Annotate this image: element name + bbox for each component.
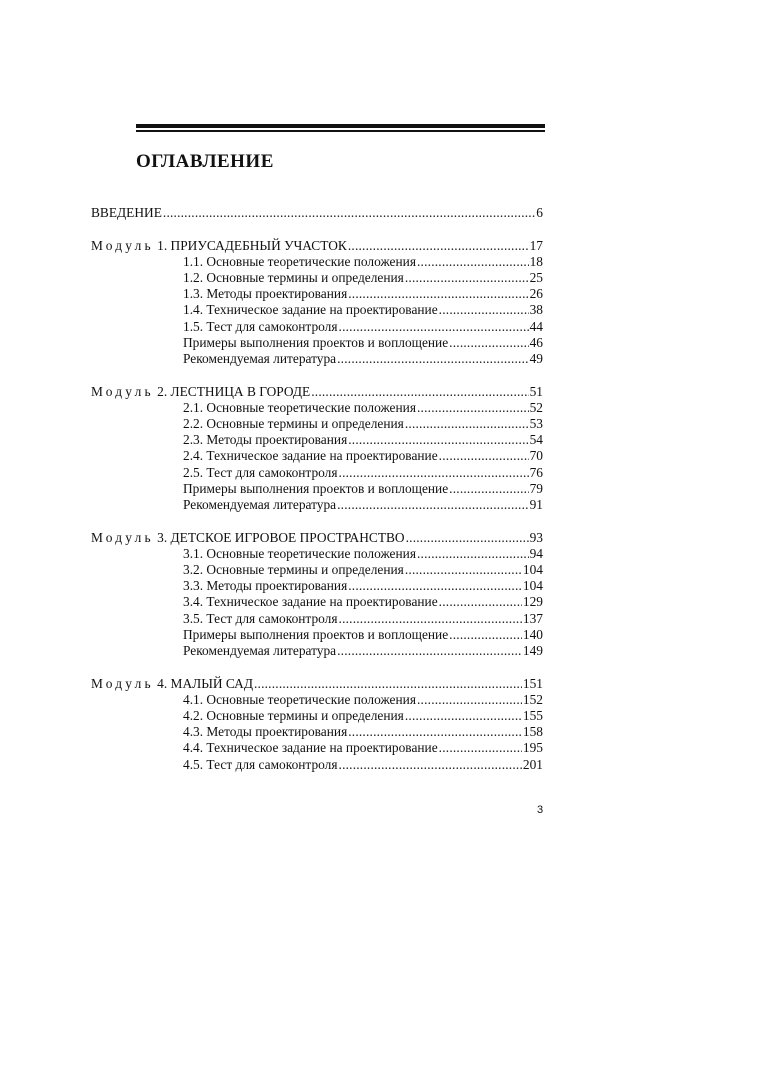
section-gap <box>91 367 543 384</box>
module-number: 2. <box>153 383 171 399</box>
module-title: ЛЕСТНИЦА В ГОРОДЕ <box>170 383 311 399</box>
toc-entry-label: 3.2. Основные термины и определения <box>183 562 404 578</box>
dot-leader <box>348 578 522 594</box>
toc-page-number: 18 <box>529 253 543 269</box>
dot-leader <box>439 594 522 610</box>
toc-entry-label: Рекомендуемая литература <box>183 351 337 366</box>
toc-module-row[interactable] <box>91 384 543 400</box>
toc-subsection-row[interactable] <box>91 497 543 513</box>
toc-page-number: 25 <box>529 270 543 286</box>
dot-leader <box>339 757 522 773</box>
toc-entry-label: 4.2. Основные термины и определения <box>183 708 404 724</box>
toc-page-number: 195 <box>522 740 543 756</box>
toc-entry-label: 3.3. Методы проектирования <box>183 578 348 594</box>
toc-entry-label: 3.4. Техническое задание на проектирование <box>183 594 438 610</box>
toc-subsection-row[interactable] <box>91 302 543 318</box>
toc-intro-row[interactable] <box>91 205 543 221</box>
toc-entry-label: 2.2. Основные термины и определения <box>183 416 404 432</box>
dot-leader <box>449 335 528 351</box>
toc-entry-label: 1.2. Основные термины и определения <box>183 270 404 286</box>
toc-entry-label: 3.5. Тест для самоконтроля <box>183 610 338 626</box>
page-number: 3 <box>537 804 544 816</box>
toc-page-number: 51 <box>529 383 543 399</box>
toc-subsection-row[interactable] <box>91 594 543 610</box>
toc-subsection-row[interactable] <box>91 270 543 286</box>
dot-leader <box>449 627 522 643</box>
dot-leader <box>417 400 529 416</box>
dot-leader <box>439 448 529 464</box>
toc-entry-label: 4.4. Техническое задание на проектирование <box>183 740 438 756</box>
toc-module-row[interactable] <box>91 676 543 692</box>
toc-subsection-row[interactable] <box>91 448 543 464</box>
dot-leader <box>311 384 528 400</box>
toc-page-number: 129 <box>522 594 543 610</box>
toc-subsection-row[interactable] <box>91 724 543 740</box>
toc-page-number: 17 <box>529 237 543 253</box>
dot-leader <box>254 676 522 692</box>
toc-subsection-row[interactable] <box>91 465 543 481</box>
toc-page-number: 76 <box>529 464 543 480</box>
module-prefix: Модуль <box>91 529 154 545</box>
module-prefix: Модуль <box>91 237 154 253</box>
toc-subsection-row[interactable] <box>91 562 543 578</box>
dot-leader <box>417 692 522 708</box>
toc-module-row[interactable] <box>91 530 543 546</box>
toc-entry-label: Рекомендуемая литература <box>183 497 337 512</box>
section-gap <box>91 513 543 530</box>
toc-entry-label: Примеры выполнения проектов и воплощение <box>183 334 449 350</box>
module-number: 1. <box>153 237 171 253</box>
toc-page-number: 152 <box>522 691 543 707</box>
toc-page-number: 46 <box>529 334 543 350</box>
toc-entry-label: 1.4. Техническое задание на проектирование <box>183 302 438 318</box>
toc-page-number: 26 <box>529 286 543 302</box>
toc-module-label <box>91 530 405 546</box>
toc-entry-label: ВВЕДЕНИЕ <box>91 205 162 220</box>
toc-entry-label: 1.5. Тест для самоконтроля <box>183 318 338 334</box>
toc-entry-label: 2.4. Техническое задание на проектирование <box>183 448 438 464</box>
dot-leader <box>406 530 529 546</box>
top-thick-rule <box>136 124 545 128</box>
toc-page-number: 104 <box>522 562 543 578</box>
toc-subsection-row[interactable] <box>91 286 543 302</box>
module-title: ДЕТСКОЕ ИГРОВОЕ ПРОСТРАНСТВО <box>170 529 405 545</box>
toc-entry-label: Примеры выполнения проектов и воплощение <box>183 480 449 496</box>
toc-page-number: 44 <box>529 318 543 334</box>
dot-leader <box>348 238 529 254</box>
toc-page-number: 49 <box>529 351 543 366</box>
table-of-contents <box>91 205 543 773</box>
toc-subsection-row[interactable] <box>91 335 543 351</box>
toc-page-number: 158 <box>522 724 543 740</box>
section-gap <box>91 221 543 238</box>
dot-leader <box>348 432 528 448</box>
toc-subsection-row[interactable] <box>91 627 543 643</box>
toc-page-number: 38 <box>529 302 543 318</box>
toc-entry-label: 4.5. Тест для самоконтроля <box>183 756 338 772</box>
toc-page-number: 155 <box>522 708 543 724</box>
toc-module-row[interactable] <box>91 238 543 254</box>
toc-entry-label: 4.1. Основные теоретические положения <box>183 691 416 707</box>
dot-leader <box>337 351 528 367</box>
dot-leader <box>337 497 528 513</box>
toc-modules <box>91 221 543 773</box>
toc-page-number: 93 <box>529 529 543 545</box>
toc-page-number: 104 <box>522 578 543 594</box>
dot-leader <box>417 546 529 562</box>
toc-page-number: 94 <box>529 545 543 561</box>
toc-page-number: 79 <box>529 480 543 496</box>
toc-page-number: 70 <box>529 448 543 464</box>
toc-subsection-row[interactable] <box>91 740 543 756</box>
toc-subsection-row[interactable] <box>91 546 543 562</box>
toc-page-number: 54 <box>529 432 543 448</box>
module-title: ПРИУСАДЕБНЫЙ УЧАСТОК <box>170 237 347 253</box>
toc-subsection-row[interactable] <box>91 611 543 627</box>
dot-leader <box>163 205 535 221</box>
dot-leader <box>417 254 529 270</box>
toc-subsection-row[interactable] <box>91 416 543 432</box>
dot-leader <box>348 286 528 302</box>
dot-leader <box>339 319 529 335</box>
dot-leader <box>339 611 522 627</box>
toc-page-number: 140 <box>522 626 543 642</box>
toc-page-number: 151 <box>522 675 543 691</box>
toc-entry-label: Рекомендуемая литература <box>183 643 337 658</box>
toc-page-number: 91 <box>529 497 543 512</box>
toc-subsection-row[interactable] <box>91 319 543 335</box>
toc-page-number: 149 <box>522 643 543 658</box>
toc-subsection-row[interactable] <box>91 254 543 270</box>
module-title: МАЛЫЙ САД <box>170 675 253 691</box>
dot-leader <box>439 740 522 756</box>
toc-module-label <box>91 238 347 254</box>
toc-subsection-row[interactable] <box>91 578 543 594</box>
dot-leader <box>405 708 522 724</box>
dot-leader <box>339 465 529 481</box>
dot-leader <box>405 416 529 432</box>
toc-entry-label: 4.3. Методы проектирования <box>183 724 348 740</box>
toc-subsection-row[interactable] <box>91 708 543 724</box>
dot-leader <box>439 302 529 318</box>
dot-leader <box>405 562 522 578</box>
toc-page-number: 6 <box>536 205 543 220</box>
toc-module-label <box>91 676 253 692</box>
toc-module-label <box>91 384 310 400</box>
section-gap <box>91 659 543 676</box>
toc-entry-label: 1.1. Основные теоретические положения <box>183 253 416 269</box>
module-prefix: Модуль <box>91 383 154 399</box>
toc-entry-label: 2.5. Тест для самоконтроля <box>183 464 338 480</box>
toc-subsection-row[interactable] <box>91 351 543 367</box>
toc-entry-label: Примеры выполнения проектов и воплощение <box>183 626 449 642</box>
dot-leader <box>449 481 528 497</box>
toc-subsection-row[interactable] <box>91 481 543 497</box>
toc-entry-label: 2.1. Основные теоретические положения <box>183 399 416 415</box>
module-number: 4. <box>153 675 171 691</box>
toc-entry-label: 1.3. Методы проектирования <box>183 286 348 302</box>
toc-entry-label: 3.1. Основные теоретические положения <box>183 545 416 561</box>
dot-leader <box>337 643 522 659</box>
toc-subsection-row[interactable] <box>91 432 543 448</box>
toc-page-number: 201 <box>522 756 543 772</box>
toc-subsection-row[interactable] <box>91 757 543 773</box>
toc-page-number: 52 <box>529 399 543 415</box>
toc-subsection-row[interactable] <box>91 400 543 416</box>
module-prefix: Модуль <box>91 675 154 691</box>
toc-page-number: 53 <box>529 416 543 432</box>
dot-leader <box>348 724 522 740</box>
toc-page-number: 137 <box>522 610 543 626</box>
toc-subsection-row[interactable] <box>91 643 543 659</box>
page-title: ОГЛАВЛЕНИЕ <box>136 151 274 172</box>
toc-entry-label: 2.3. Методы проектирования <box>183 432 348 448</box>
top-thin-rule <box>136 130 545 132</box>
dot-leader <box>405 270 529 286</box>
toc-subsection-row[interactable] <box>91 692 543 708</box>
module-number: 3. <box>153 529 171 545</box>
